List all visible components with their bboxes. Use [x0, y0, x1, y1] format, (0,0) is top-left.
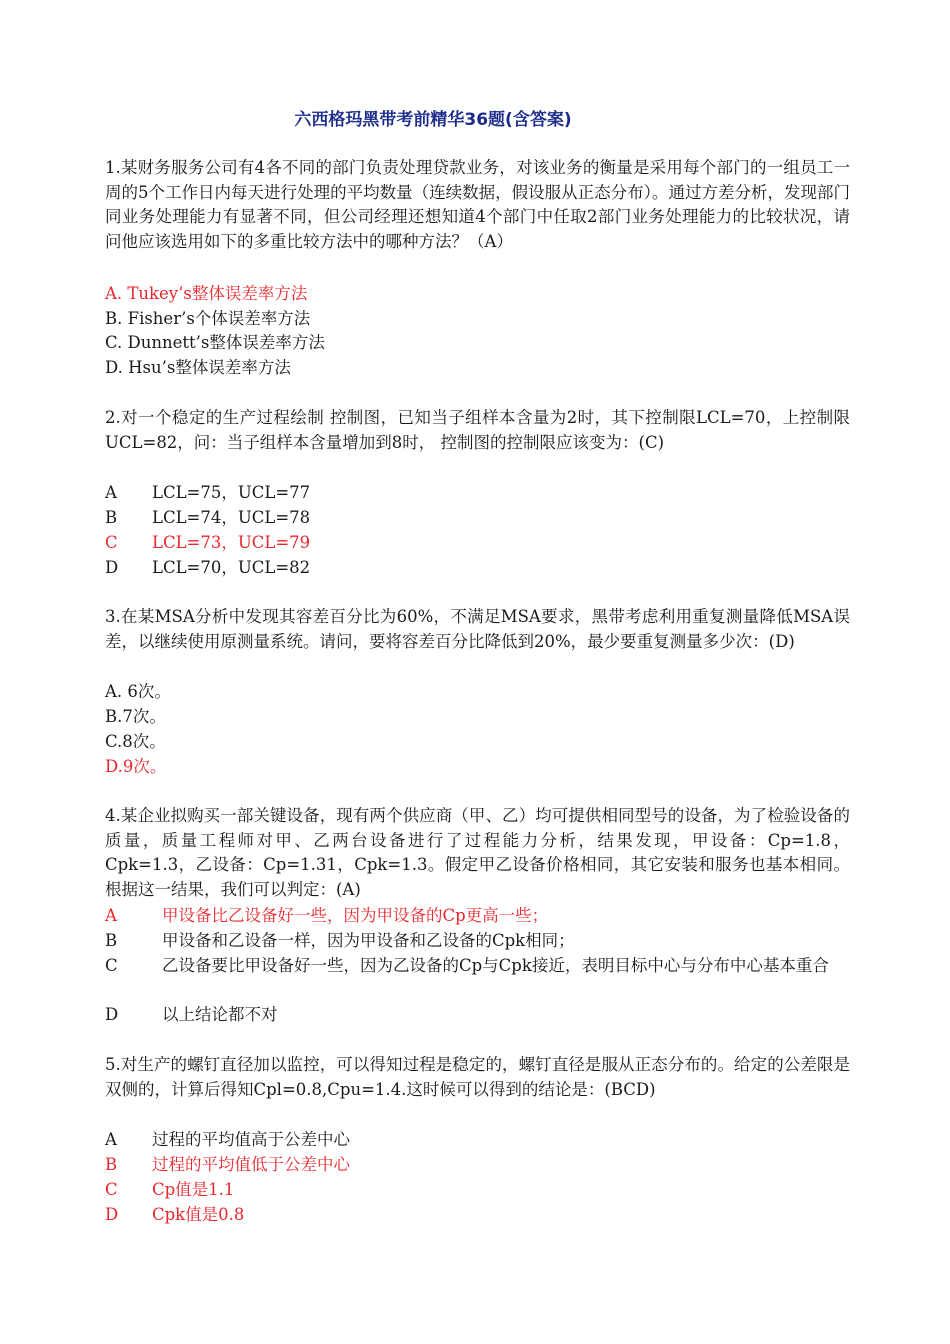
option-letter: A: [105, 906, 117, 925]
option-text: LCL=74，UCL=78: [152, 508, 311, 527]
question-3-option-c: C.8次。: [105, 732, 166, 751]
question-5-option-d-answer: [105, 1203, 850, 1228]
option-text: LCL=70，UCL=82: [152, 558, 311, 577]
option-letter: C: [105, 956, 118, 975]
question-2-option-a: [105, 481, 850, 506]
question-4-option-d: [105, 1003, 850, 1028]
page-title: 六西格玛黑带考前精华36题(含答案): [294, 110, 572, 130]
option-letter: A: [105, 483, 117, 502]
question-1-option-a-answer: A. Tukey’s整体误差率方法: [105, 284, 308, 303]
question-5-text: 5.对生产的螺钉直径加以监控，可以得知过程是稳定的，螺钉直径是服从正态分布的。给定的公差限是双侧的，计算后得知Cpl=0.8,Cpu=1.4.这时候可以得到的结论是：(BCD): [105, 1055, 850, 1099]
question-1-option-d: D. Hsu’s整体误差率方法: [105, 358, 291, 377]
question-3-option-a: A. 6次。: [105, 682, 171, 701]
option-letter: D: [105, 558, 119, 577]
question-4-text: 4.某企业拟购买一部关键设备，现有两个供应商（甲、乙）均可提供相同型号的设备，为了检验设备的质量，质量工程师对甲、乙两台设备进行了过程能力分析，结果发现，甲设备：Cp=1.8，Cpk=1.3，乙设备：Cp=1.31，Cpk=1.3。假定甲乙设备价格相同，其它安装和服务也基本相同。根据这一结果，我们可以判定：(A): [105, 806, 850, 899]
option-letter: B: [105, 1155, 118, 1174]
question-3-option-b: B.7次。: [105, 707, 166, 726]
option-text: Cp值是1.1: [152, 1180, 235, 1199]
question-2-option-d: [105, 556, 850, 581]
option-text: 过程的平均值低于公差中心: [152, 1155, 350, 1174]
option-letter: C: [105, 533, 118, 552]
question-3-text: 3.在某MSA分析中发现其容差百分比为60%，不满足MSA要求，黑带考虑利用重复测量降低MSA误差，以继续使用原测量系统。请问，要将容差百分比降低到20%，最少要重复测量多少次：(D): [105, 607, 850, 651]
question-2-option-b: [105, 506, 850, 531]
option-letter: B: [105, 508, 118, 527]
option-letter: A: [105, 1130, 117, 1149]
question-4-option-c: [105, 954, 850, 979]
question-2-option-c-answer: [105, 531, 850, 556]
question-1-option-b: B. Fisher’s个体误差率方法: [105, 309, 311, 328]
option-letter: B: [105, 931, 118, 950]
option-letter: D: [105, 1005, 119, 1024]
question-5-option-c-answer: [105, 1178, 850, 1203]
option-text: 过程的平均值高于公差中心: [152, 1130, 350, 1149]
question-1-text: 1.某财务服务公司有4各不同的部门负责处理贷款业务，对该业务的衡量是采用每个部门的一组员工一周的5个工作日内每天进行处理的平均数量（连续数据，假设服从正态分布）。通过方差分析，发现部门同业务处理能力有显著不同，但公司经理还想知道4个部门中任取2部门业务处理能力的比较状况，请问他应该选用如下的多重比较方法中的哪种方法？（A）: [105, 158, 850, 251]
question-3-option-d-answer: D.9次。: [105, 757, 167, 776]
question-5-option-a: [105, 1128, 850, 1153]
option-text: 乙设备要比甲设备好一些，因为乙设备的Cp与Cpk接近，表明目标中心与分布中心基本重合: [162, 956, 829, 975]
question-2-text: 2.对一个稳定的生产过程绘制 控制图，已知当子组样本含量为2时，其下控制限LCL=70，上控制限UCL=82，问：当子组样本含量增加到8时， 控制图的控制限应该变为：(C): [105, 408, 850, 452]
question-5-option-b-answer: [105, 1153, 850, 1178]
question-1-option-c: C. Dunnett’s整体误差率方法: [105, 333, 325, 352]
option-text: Cpk值是0.8: [152, 1205, 245, 1224]
option-text: LCL=73，UCL=79: [152, 533, 311, 552]
option-text: 甲设备和乙设备一样，因为甲设备和乙设备的Cpk相同；: [162, 931, 575, 950]
option-text: 甲设备比乙设备好一些，因为甲设备的Cp更高一些；: [162, 906, 549, 925]
option-letter: C: [105, 1180, 118, 1199]
option-text: LCL=75，UCL=77: [152, 483, 311, 502]
question-4-option-a-answer: [105, 904, 850, 929]
option-text: 以上结论都不对: [162, 1005, 278, 1024]
option-letter: D: [105, 1205, 119, 1224]
question-4-option-b: [105, 929, 850, 954]
